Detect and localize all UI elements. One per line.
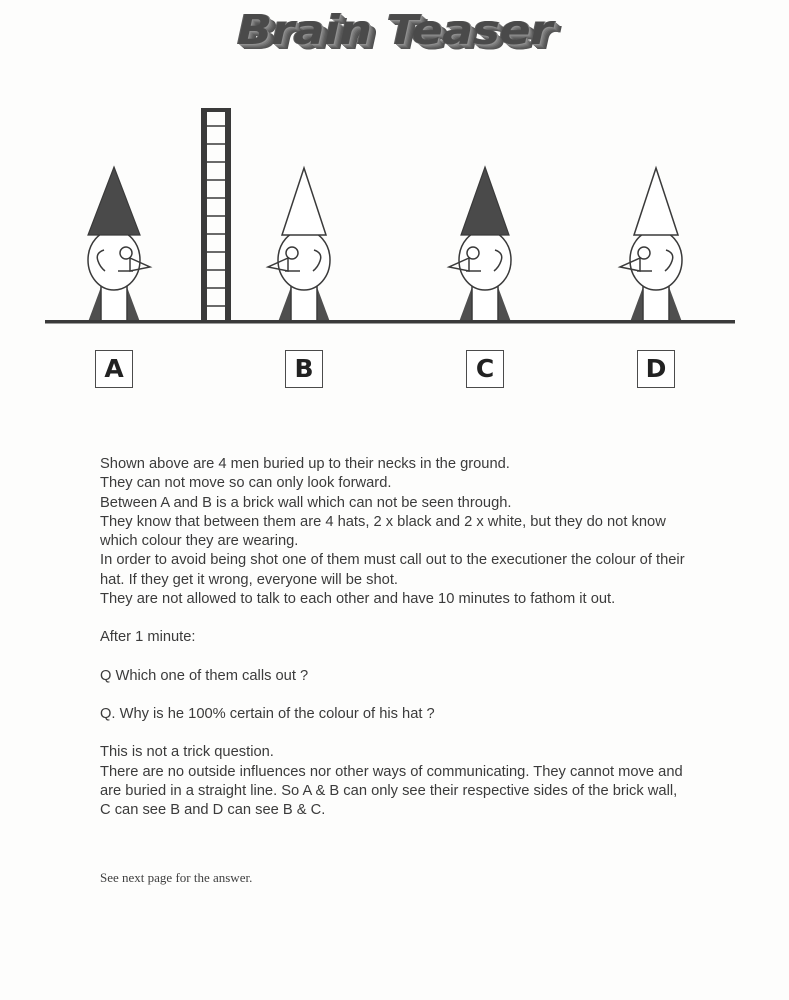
figure-b [268,168,330,322]
figure-b-hat-white [282,168,326,235]
spacer-1 [100,609,690,628]
label-box-c: C [466,350,504,388]
figure-b-head [278,230,330,290]
note-line-1: This is not a trick question. [100,744,274,761]
figure-a [88,167,150,322]
spacer-3 [100,686,690,705]
puzzle-text [100,455,690,820]
figure-a-head [88,230,140,290]
text-line-3: Between A and B is a brick wall which can not be seen through. [100,494,512,511]
text-line-4: They know that between them are 4 hats, 2 x black and 2 x white, but they do not know which colour they are wearing. [100,513,666,550]
question-2: Q. Why is he 100% certain of the colour of his hat ? [100,705,435,722]
text-line-6: They are not allowed to talk to each other and have 10 minutes to fathom it out. [100,591,616,608]
spacer-2 [100,648,690,667]
figure-c-hat-black [461,167,509,235]
figure-c-head [459,230,511,290]
text-line-5: In order to avoid being shot one of them must call out to the executioner the colour of their hat. If they get it wrong, everyone will be shot. [100,552,685,588]
figure-c [449,167,511,322]
label-box-d: D [637,350,675,388]
title-container [0,6,789,54]
spacer-4 [100,724,690,743]
label-box-a: A [95,350,133,388]
question-1: Q Which one of them calls out ? [100,667,309,684]
figure-a-hat-black [88,167,140,235]
text-line-2: They can not move so can only look forward. [100,475,392,492]
figure-d-hat-white [634,168,678,235]
see-next-page-note: See next page for the answer. [100,870,253,885]
brick-wall-icon [201,108,231,323]
label-box-b: B [285,350,323,388]
figure-d-head [630,230,682,290]
text-line-1: Shown above are 4 men buried up to their necks in the ground. [100,456,510,472]
page-title: Brain Teaser [237,6,552,54]
timing-line: After 1 minute: [100,629,196,646]
ground-line [45,320,735,324]
figure-d [620,168,682,322]
note-line-2: There are no outside influences nor other ways of communicating. They cannot move and are buried in a straight line. So A & B can only see their respective sides of the brick wall, C can see B and D can see B & C. [100,763,683,819]
